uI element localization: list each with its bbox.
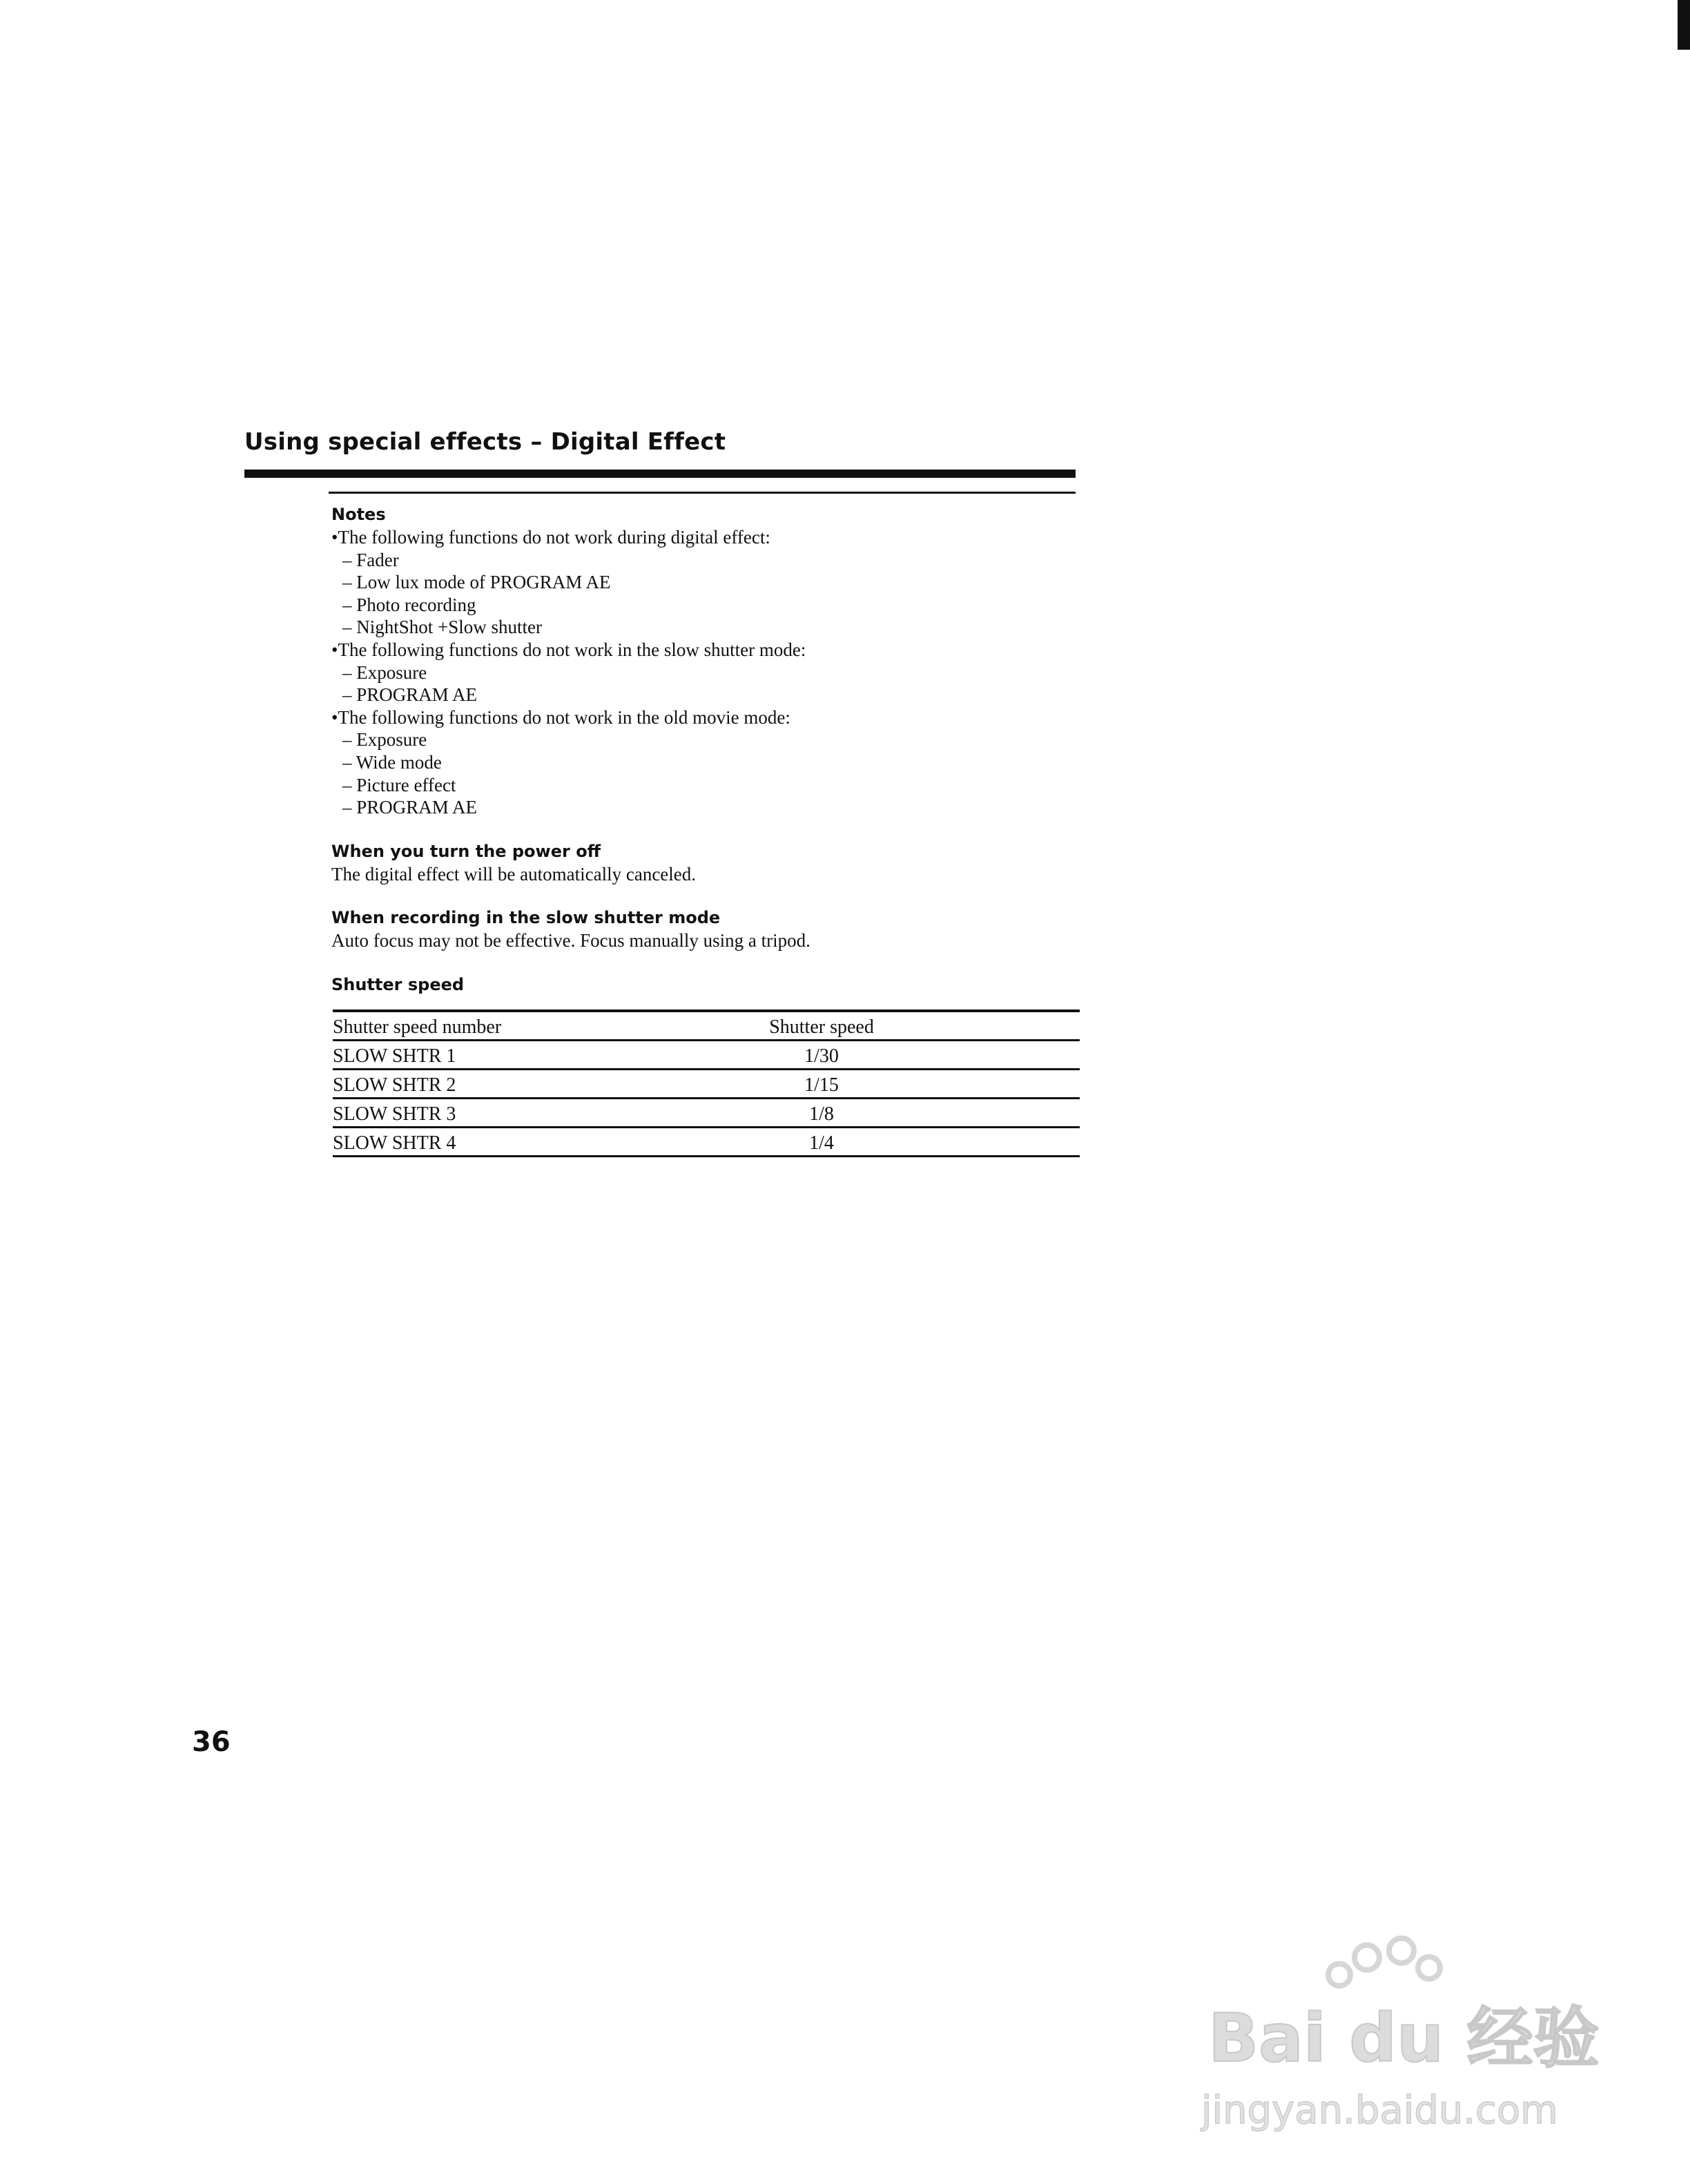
title-rule: [244, 470, 1076, 478]
watermark-url: jingyan.baidu.com: [1201, 2088, 1558, 2133]
table-row: [333, 1070, 1080, 1099]
page-title: Using special effects – Digital Effect: [244, 428, 726, 456]
column-header: Shutter speed: [667, 1011, 1080, 1041]
note-item: – Exposure: [342, 661, 427, 683]
table-cell: SLOW SHTR 2: [333, 1070, 667, 1099]
table-header-row: [333, 1011, 1080, 1041]
power-off-body: The digital effect will be automatically canceled.: [331, 863, 697, 885]
note-bullet-2: • The following functions do not work in the slow shutter mode:: [331, 639, 1077, 661]
slow-shutter-heading: When recording in the slow shutter mode: [331, 908, 721, 928]
section-rule: [329, 492, 1076, 494]
notes-heading: Notes: [331, 505, 386, 524]
power-off-heading: When you turn the power off: [331, 841, 601, 861]
table-cell: 1/15: [667, 1070, 1080, 1099]
table-cell: SLOW SHTR 3: [333, 1099, 667, 1128]
watermark-brand: Bai du 经验: [1208, 2000, 1600, 2077]
note-bullet-1: • The following functions do not work during digital effect:: [331, 526, 1077, 549]
note-item: – Low lux mode of PROGRAM AE: [342, 572, 611, 593]
notes-section: [331, 503, 1077, 996]
table-row: [333, 1099, 1080, 1128]
note-item: – Photo recording: [342, 594, 476, 615]
column-header: Shutter speed number: [333, 1011, 667, 1041]
table-cell: SLOW SHTR 4: [333, 1128, 667, 1157]
note-item: – Exposure: [342, 729, 427, 751]
note-item: – Picture effect: [342, 774, 456, 795]
note-item: – Wide mode: [342, 751, 442, 773]
note-bullet-3: • The following functions do not work in the old movie mode:: [331, 706, 1077, 729]
table-row: [333, 1128, 1080, 1157]
note-item: – PROGRAM AE: [342, 797, 478, 818]
shutter-speed-table: [333, 1009, 1080, 1157]
page-number: 36: [192, 1726, 231, 1758]
table-cell: SLOW SHTR 1: [333, 1041, 667, 1070]
baidu-watermark-logo: [1187, 1933, 1602, 2140]
note-item: – PROGRAM AE: [342, 684, 478, 706]
table-cell: 1/8: [667, 1099, 1080, 1128]
slow-shutter-body: Auto focus may not be effective. Focus manually using a tripod.: [331, 930, 810, 951]
scan-edge-mark: [1678, 0, 1690, 50]
table-row: [333, 1041, 1080, 1070]
table-cell: 1/30: [667, 1041, 1080, 1070]
note-item: – Fader: [342, 549, 399, 570]
shutter-speed-heading: Shutter speed: [331, 974, 465, 994]
table-cell: 1/4: [667, 1128, 1080, 1157]
note-item: – NightShot +Slow shutter: [342, 617, 542, 638]
